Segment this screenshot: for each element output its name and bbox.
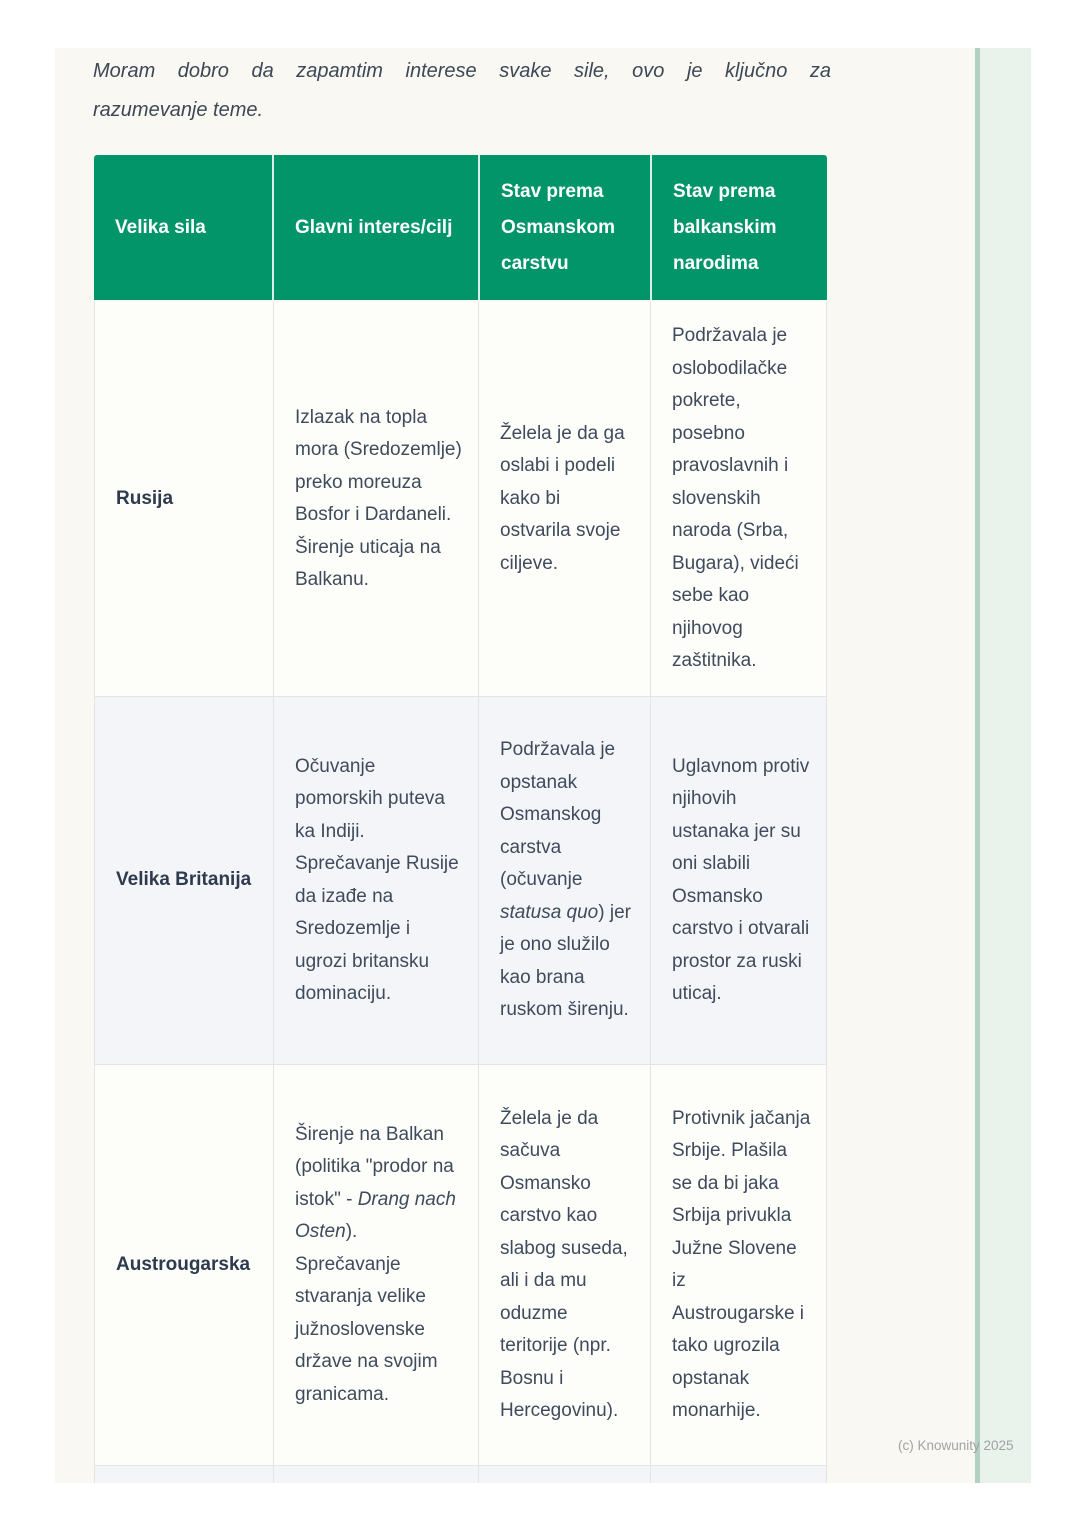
cell-ottoman: Želela je da ga oslabi i podeli kako bi ostvarila svoje ciljeve.	[479, 302, 651, 696]
cell-balkan: Protivnik jačanja Srbije. Plašila se da bi jaka Srbija privukla Južne Slovene iz Austrougarske i tako ugrozila opstanak monarhije.	[672, 1107, 811, 1421]
cell-power: Velika Britanija	[95, 697, 274, 1064]
cell-power: Austrougarska	[95, 1065, 274, 1465]
table-body	[94, 302, 827, 1483]
intro-note-line1: Moram dobro da zapamtim interese svake sile, ovo je ključno za	[93, 60, 831, 82]
document-page	[55, 48, 975, 1483]
table-row-rusija	[95, 302, 826, 696]
intro-note	[93, 52, 831, 130]
cell-power	[95, 1466, 274, 1483]
table-header-row	[94, 155, 827, 302]
column-header-ottoman: Stav prema Osmanskom carstvu	[480, 155, 652, 300]
cell-power: Rusija	[95, 302, 274, 696]
table-row-partial	[95, 1465, 826, 1483]
copyright-watermark: (c) Knowunity 2025	[898, 1438, 1014, 1453]
cell-balkan: Podržavala je oslobodilačke pokrete, posebno pravoslavnih i slovenskih naroda (Srba, Bugara), videći sebe kao njihovog zaštitnika.	[672, 325, 799, 672]
cell-balkan: Uglavnom protiv njihovih ustanaka jer su oni slabili Osmansko carstvo i otvarali prostor za ruski uticaj.	[672, 755, 810, 1004]
cell-ottoman	[479, 1466, 651, 1483]
cell-interest: Izlazak na topla mora (Sredozemlje) preko moreuza Bosfor i Dardaneli. Širenje uticaja na Balkanu.	[274, 302, 479, 696]
intro-note-line2: razumevanje teme.	[93, 99, 264, 121]
cell-interest: Očuvanje pomorskih puteva ka Indiji. Sprečavanje Rusije da izađe na Sredozemlje i ugrozi britansku dominaciju.	[274, 697, 479, 1064]
table-row-austrougarska	[95, 1064, 826, 1465]
powers-table	[94, 155, 827, 1483]
page-accent-strip	[975, 48, 1031, 1483]
cell-balkan	[651, 1466, 826, 1483]
column-header-interest: Glavni interes/cilj	[274, 155, 480, 300]
cell-interest: Širenje na Balkan (politika "prodor na istok" - Drang nach Osten). Sprečavanje stvaranja velike južnoslovenske države na svojim granicama.	[274, 1065, 479, 1465]
column-header-balkan: Stav prema balkanskim narodima	[673, 180, 777, 274]
table-row-velika-britanija	[95, 696, 826, 1064]
cell-ottoman: Podržavala je opstanak Osmanskog carstva (očuvanje statusa quo) jer je ono služilo kao brana ruskom širenju.	[479, 697, 651, 1064]
cell-ottoman: Želela je da sačuva Osmansko carstvo kao slabog suseda, ali i da mu oduzme teritorije (npr. Bosnu i Hercegovinu).	[479, 1065, 651, 1465]
column-header-power: Velika sila	[94, 155, 274, 300]
cell-interest	[274, 1466, 479, 1483]
